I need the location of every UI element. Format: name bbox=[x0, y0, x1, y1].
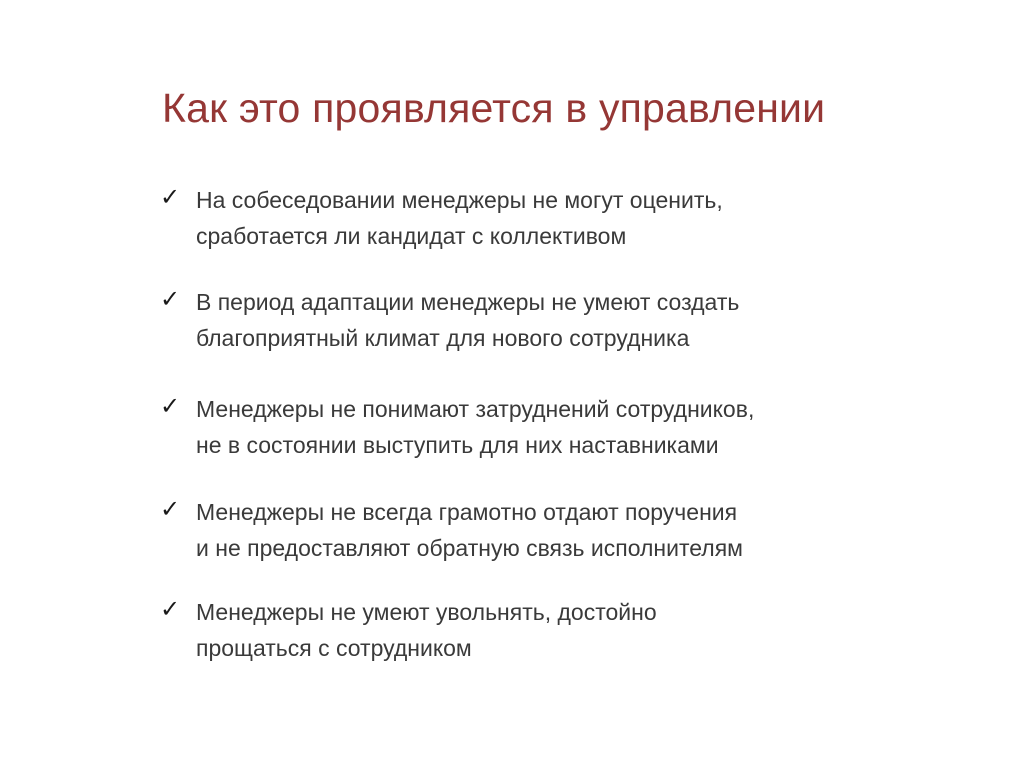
check-mark-icon: ✓ bbox=[160, 183, 181, 211]
check-mark-icon: ✓ bbox=[160, 495, 181, 523]
check-mark-icon: ✓ bbox=[160, 392, 181, 420]
bullet-line: На собеседовании менеджеры не могут оценить, bbox=[196, 187, 723, 213]
bullet-line: В период адаптации менеджеры не умеют создать bbox=[196, 289, 740, 315]
check-mark-icon: ✓ bbox=[160, 285, 181, 313]
bullet-line: Менеджеры не понимают затруднений сотрудников, bbox=[196, 396, 755, 422]
bullet-text bbox=[196, 391, 754, 463]
bullet-line: не в состоянии выступить для них наставниками bbox=[196, 432, 719, 458]
bullet-line: Менеджеры не умеют увольнять, достойно bbox=[196, 599, 657, 625]
bullet-line: благоприятный климат для нового сотрудника bbox=[196, 325, 690, 351]
bullet-text bbox=[196, 594, 657, 666]
bullet-text bbox=[196, 494, 743, 566]
bullet-line: сработается ли кандидат с коллективом bbox=[196, 223, 627, 249]
slide-title: Как это проявляется в управлении bbox=[162, 85, 826, 131]
bullet-line: Менеджеры не всегда грамотно отдают поручения bbox=[196, 499, 738, 525]
check-mark-icon: ✓ bbox=[160, 595, 181, 623]
bullet-line: и не предоставляют обратную связь исполнителям bbox=[196, 535, 743, 561]
bullet-text bbox=[196, 284, 739, 356]
bullet-text bbox=[196, 182, 723, 254]
bullet-line: прощаться с сотрудником bbox=[196, 635, 472, 661]
